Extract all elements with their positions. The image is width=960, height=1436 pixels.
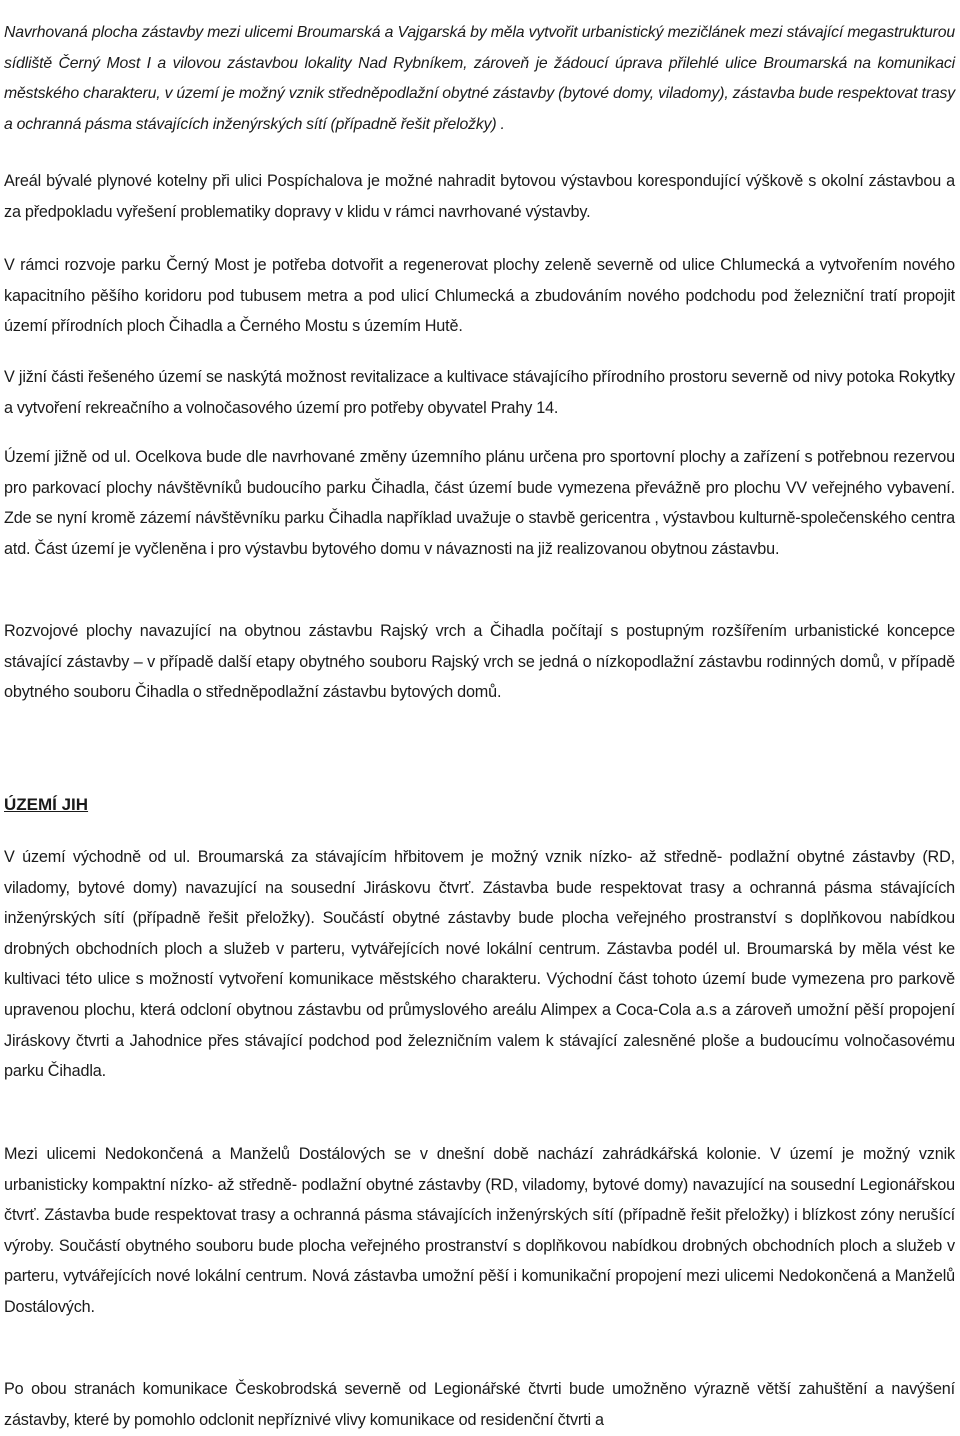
paragraph-kotelna-pospichalova: Areál bývalé plynové kotelny při ulici Pospíchalova je možné nahradit bytovou výstavbou korespondující výškově s okolní zástavbou a za předpokladu vyřešení problematiky dopravy v klidu v rámci navrhované výstavby.: [4, 172, 955, 221]
paragraph-park-cerny-most: V rámci rozvoje parku Černý Most je potřeba dotvořit a regenerovat plochy zeleně severně od ulice Chlumecká a vytvořením nového kapacitního pěšího koridoru pod tubusem metra a pod ulicí Chlumecká a zbudováním nového podchodu pod železniční tratí propojit území přírodních ploch Čihadla a Černého Mostu s územím Hutě.: [4, 256, 955, 336]
paragraph-rajsky-vrch-cihadla: Rozvojové plochy navazující na obytnou zástavbu Rajský vrch a Čihadla počítají s postupným rozšířením urbanistické koncepce stávající zástavby – v případě další etapy obytného souboru Rajský vrch se jedná o nízkopodlažní zástavbu rodinných domů, v případě obytného souboru Čihadla o středněpodlažní zástavbu bytových domů.: [4, 622, 955, 702]
paragraph-nedokoncena-dostalovych: Mezi ulicemi Nedokončená a Manželů Dostálových se v dnešní době nachází zahrádkářská kolonie. V území je možný vznik urbanisticky kompaktní nízko- až středně- podlažní obytné zástavby (RD, viladomy, bytové domy) navazující na sousední Legionářskou čtvrť. Zástavba bude respektovat trasy a ochranná pásma stávajících inženýrských sítí (případně řešit přeložky) i blízkost zóny nerušící výroby. Součástí obytného souboru bude plocha veřejného prostranství s doplňkovou nabídkou drobných obchodních ploch a služeb v parteru, vytvářejících nové lokální centrum. Nová zástavba umožní pěší i komunikační propojení mezi ulicemi Nedokončená a Manželů Dostálových.: [4, 1145, 955, 1316]
paragraph-broumarska-vajgarska: Navrhovaná plocha zástavby mezi ulicemi Broumarská a Vajgarská by měla vytvořit urbanistický mezičlánek mezi stávající megastrukturou sídliště Černý Most I a vilovou zástavbou lokality Nad Rybníkem, zároveň je žádoucí úprava přilehlé ulice Broumarská na komunikaci městského charakteru, v území je možný vznik středněpodlažní obytné zástavby (bytové domy, viladomy), zástavba bude respektovat trasy a ochranná pásma stávajících inženýrských sítí (případně řešit přeložky) .: [4, 24, 955, 133]
paragraph-ocelkova: Území jižně od ul. Ocelkova bude dle navrhované změny územního plánu určena pro sportovní plochy a zařízení s potřebnou rezervou pro parkovací plochy návštěvníků budoucího parku Čihadla, část území bude vymezena převážně pro plochu VV veřejného vybavení. Zde se nyní kromě zázemí návštěvníku parku Čihadla například uvažuje o stavbě gericentra , výstavbou kulturně-společenského centra atd. Část území je vyčleněna i pro výstavbu bytového domu v návaznosti na již realizovanou obytnou zástavbu.: [4, 448, 955, 558]
paragraph-rokytka: V jižní části řešeného území se naskýtá možnost revitalizace a kultivace stávajícího přírodního prostoru severně od nivy potoka Rokytky a vytvoření rekreačního a volnočasového území pro potřeby obyvatel Prahy 14.: [4, 368, 955, 417]
section-heading-uzemi-jih: ÚZEMÍ JIH: [4, 795, 89, 814]
paragraph-ceskobrodska: Po obou stranách komunikace Českobrodská severně od Legionářské čtvrti bude umožněno výrazně větší zahuštění a navýšení zástavby, které by pomohlo odclonit nepříznivé vlivy komunikace od residenční čtvrti a: [4, 1380, 955, 1429]
paragraph-vychodne-broumarska: V území východně od ul. Broumarská za stávajícím hřbitovem je možný vznik nízko- až středně- podlažní obytné zástavby (RD, viladomy, bytové domy) navazující na sousední Jiráskovu čtvrť. Zástavba bude respektovat trasy a ochranná pásma stávajících inženýrských sítí (případně řešit přeložky). Součástí obytné zástavby bude plocha veřejného prostranství s doplňkovou nabídkou drobných obchodních ploch a služeb v parteru, vytvářejících nové lokální centrum. Zástavba podél ul. Broumarská by měla vést ke kultivaci této ulice s možností vytvoření komunikace městského charakteru. Východní část tohoto území bude vymezena pro parkově upravenou plochu, která odcloní obytnou zástavbu od průmyslového areálu Alimpex a Coca-Cola a.s a zároveň umožní pěší propojení Jiráskovy čtvrti a Jahodnice přes stávající podchod pod železničním valem k stávající zalesněné ploše a budoucímu volnočasovému parku Čihadla.: [4, 848, 955, 1081]
